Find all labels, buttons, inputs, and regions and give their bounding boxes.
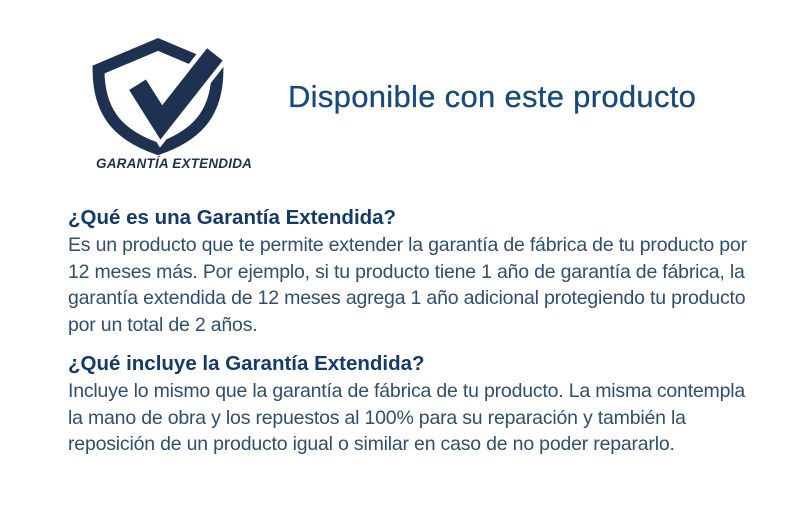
section-what-is-extended-warranty <box>68 206 752 338</box>
section-title: ¿Qué es una Garantía Extendida? <box>68 206 397 229</box>
logo-caption: GARANTÍA EXTENDIDA <box>96 156 253 171</box>
section-what-includes-extended-warranty <box>68 352 752 458</box>
page-title: Disponible con este producto <box>288 79 697 114</box>
section-body: Es un producto que te permite extender la garantía de fábrica de tu producto por 12 meses más. Por ejemplo, si tu producto tiene 1 año de garantía de fábrica, la garantía extendida de 12 meses agrega 1 año adicional protegiendo tu producto por un total de 2 años. <box>68 234 747 336</box>
section-title: ¿Qué incluye la Garantía Extendida? <box>68 352 425 375</box>
shield-check-icon <box>82 31 234 157</box>
content <box>68 206 752 472</box>
section-body: Incluye lo mismo que la garantía de fábrica de tu producto. La misma contempla la mano de obra y los repuestos al 100% para su reparación y también la reposición de un producto igual o similar en caso de no poder repararlo. <box>68 380 746 455</box>
